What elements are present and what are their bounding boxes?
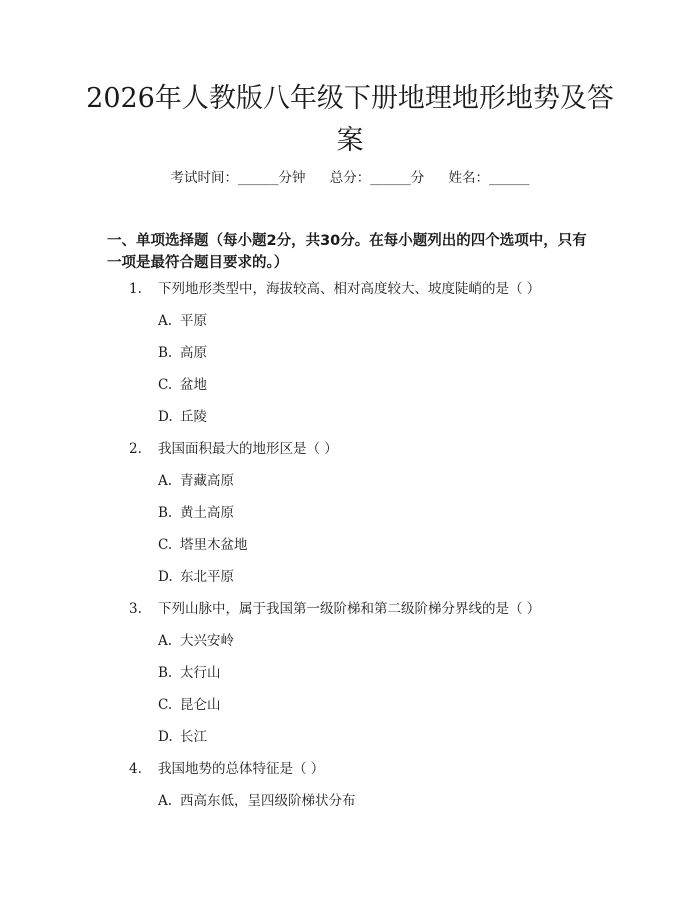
option-text: 东北平原: [180, 569, 234, 585]
option-text: 盆地: [180, 377, 207, 393]
document-title: 2026年人教版八年级下册地理地形地势及答案: [86, 83, 614, 156]
question-3: [0, 598, 700, 630]
exam-time-field: [170, 168, 305, 188]
total-score-unit: 分: [410, 170, 425, 186]
total-score-field: [330, 168, 425, 188]
question-list: [0, 278, 700, 822]
option-text: 大兴安岭: [180, 633, 234, 649]
student-name-field: [449, 168, 530, 188]
question-number: 1.: [129, 281, 142, 297]
exam-time-label: 考试时间：: [170, 170, 238, 186]
option-text: 黄土高原: [180, 505, 234, 521]
option-text: 平原: [180, 313, 207, 329]
exam-info-line: [0, 168, 700, 188]
option-letter: D.: [158, 569, 173, 585]
option-item: [0, 694, 700, 726]
question-2: [0, 438, 700, 470]
total-score-blank: ______: [370, 170, 411, 186]
option-letter: C.: [158, 697, 173, 713]
option-letter: B.: [158, 345, 173, 361]
option-letter: A.: [158, 633, 173, 649]
question-4: [0, 758, 700, 790]
option-text: 塔里木盆地: [180, 537, 248, 553]
option-item: [0, 502, 700, 534]
option-item: [0, 534, 700, 566]
option-item: [0, 406, 700, 438]
question-stem: 我国面积最大的地形区是（ ）: [158, 441, 338, 457]
question-stem: 下列地形类型中，海拔较高、相对高度较大、坡度陡峭的是（ ）: [158, 281, 541, 297]
exam-time-blank: ______: [237, 170, 279, 186]
student-name-blank: ______: [489, 170, 530, 186]
total-score-label: 总分：: [329, 170, 371, 186]
question-stem: 下列山脉中，属于我国第一级阶梯和第二级阶梯分界线的是（ ）: [158, 601, 541, 617]
option-text: 昆仑山: [180, 697, 221, 713]
option-item: [0, 790, 700, 822]
option-text: 高原: [180, 345, 207, 361]
option-text: 丘陵: [180, 409, 207, 425]
section-heading: 一、单项选择题（每小题2分，共30分。在每小题列出的四个选项中，只有一项是最符合题目要求的。）: [107, 233, 587, 271]
option-text: 长江: [180, 729, 207, 745]
option-item: [0, 342, 700, 374]
question-number: 2.: [129, 441, 142, 457]
option-letter: B.: [158, 505, 173, 521]
option-letter: A.: [158, 473, 173, 489]
option-letter: C.: [158, 377, 173, 393]
option-text: 西高东低，呈四级阶梯状分布: [180, 793, 356, 809]
option-item: [0, 470, 700, 502]
option-letter: C.: [158, 537, 173, 553]
exam-time-unit: 分钟: [278, 170, 306, 186]
option-item: [0, 566, 700, 598]
option-item: [0, 374, 700, 406]
question-1: [0, 278, 700, 310]
question-number: 4.: [129, 761, 142, 777]
option-text: 青藏高原: [180, 473, 234, 489]
option-item: [0, 310, 700, 342]
student-name-label: 姓名：: [448, 170, 490, 186]
option-letter: A.: [158, 313, 173, 329]
option-item: [0, 662, 700, 694]
option-item: [0, 630, 700, 662]
option-letter: A.: [158, 793, 173, 809]
question-number: 3.: [129, 601, 142, 617]
option-letter: D.: [158, 409, 173, 425]
question-stem: 我国地势的总体特征是（ ）: [158, 761, 325, 777]
option-letter: B.: [158, 665, 173, 681]
option-text: 太行山: [180, 665, 221, 681]
option-letter: D.: [158, 729, 173, 745]
option-item: [0, 726, 700, 758]
